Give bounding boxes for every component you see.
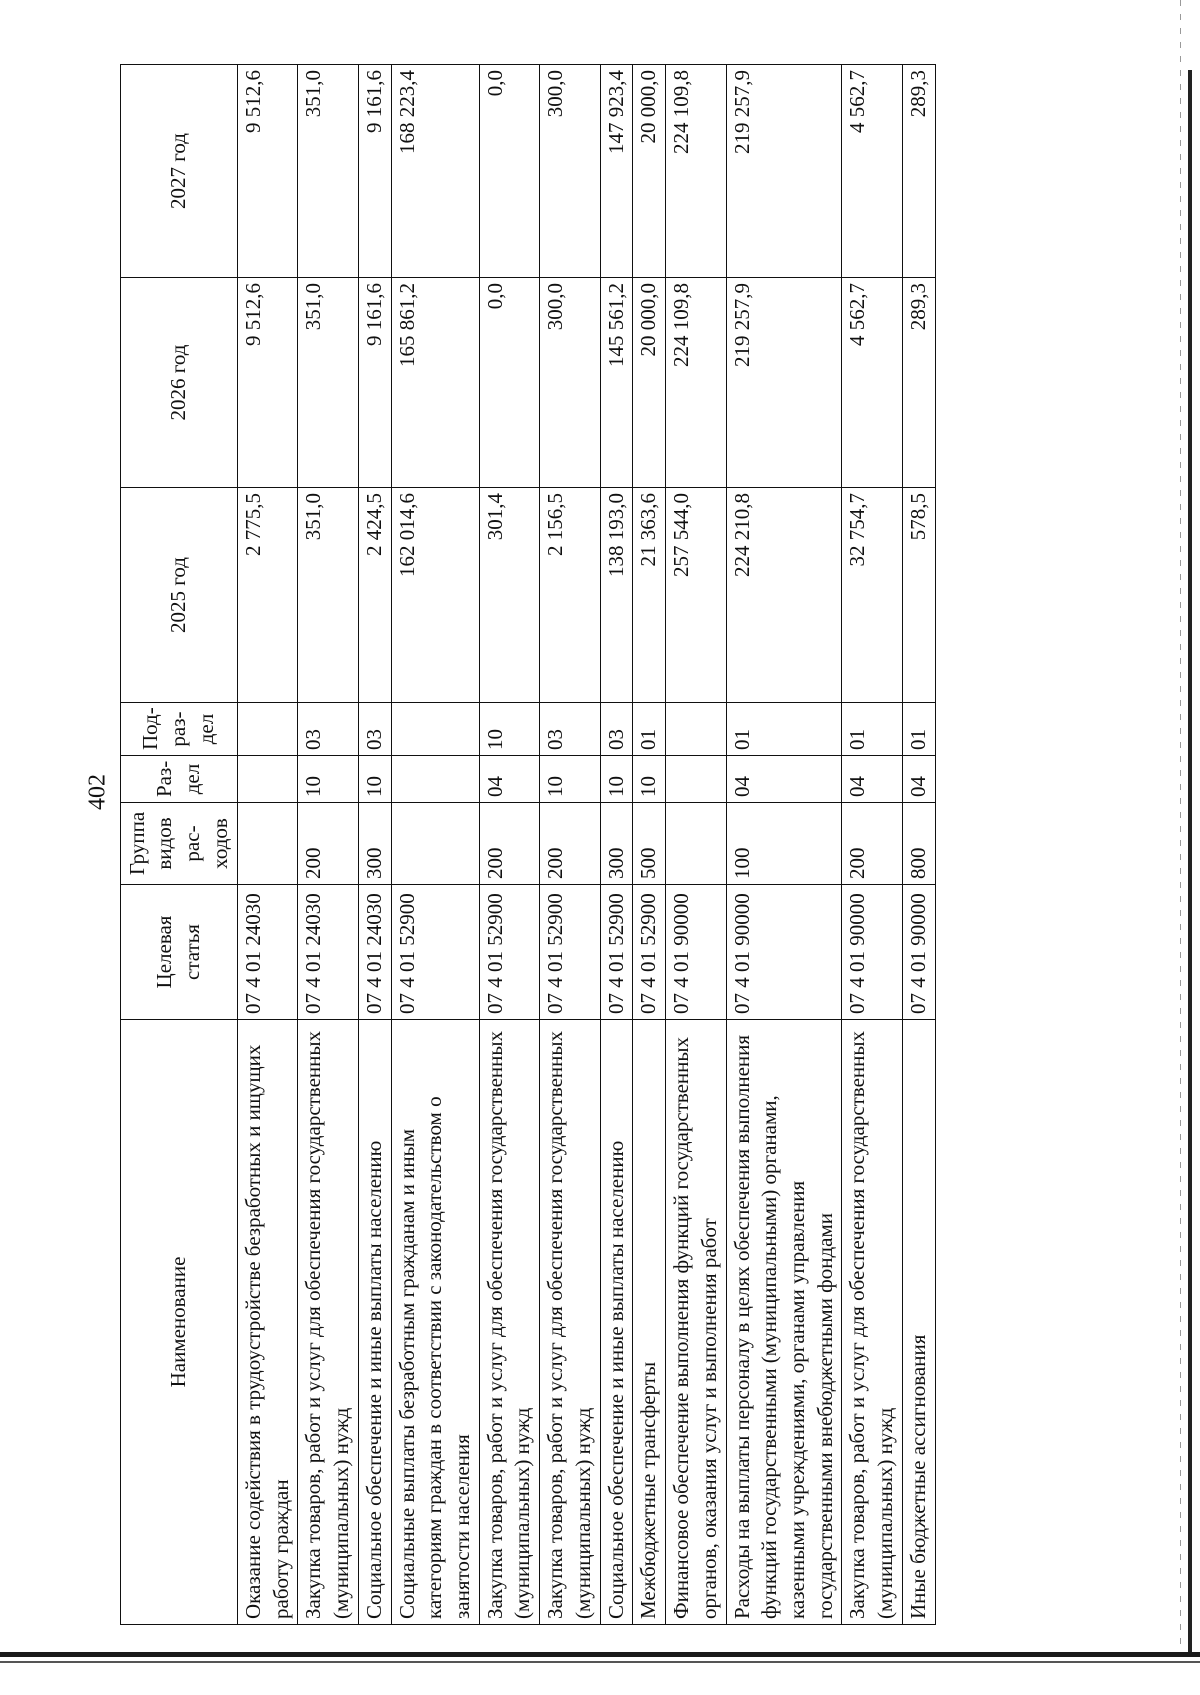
cell-2027: 168 223,4 <box>391 65 479 278</box>
cell-group: 500 <box>633 803 666 885</box>
header-name: Наименование <box>121 1020 238 1625</box>
cell-section: 04 <box>726 756 842 803</box>
scan-edge-dashes <box>1180 0 1181 1650</box>
cell-2026: 145 561,2 <box>600 278 633 488</box>
table-row <box>842 65 902 1625</box>
cell-subsection: 03 <box>540 703 600 756</box>
cell-subsection: 01 <box>902 703 935 756</box>
scan-edge-rule <box>1188 70 1192 1655</box>
cell-2025: 138 193,0 <box>600 488 633 703</box>
cell-subsection: 01 <box>842 703 902 756</box>
cell-name: Иные бюджетные ассигнования <box>902 1020 935 1625</box>
cell-target: 07 4 01 90000 <box>726 885 842 1020</box>
cell-target: 07 4 01 90000 <box>902 885 935 1020</box>
cell-group: 100 <box>726 803 842 885</box>
cell-2026: 4 562,7 <box>842 278 902 488</box>
cell-2025: 2 775,5 <box>238 488 298 703</box>
table-row <box>358 65 391 1625</box>
cell-subsection: 03 <box>600 703 633 756</box>
cell-name: Социальное обеспечение и иные выплаты населению <box>358 1020 391 1625</box>
cell-2026: 300,0 <box>540 278 600 488</box>
cell-2025: 351,0 <box>298 488 358 703</box>
cell-target: 07 4 01 24030 <box>298 885 358 1020</box>
table-row <box>540 65 600 1625</box>
table-row <box>902 65 935 1625</box>
cell-2026: 165 861,2 <box>391 278 479 488</box>
table-row <box>298 65 358 1625</box>
cell-subsection: 01 <box>633 703 666 756</box>
cell-name: Расходы на выплаты персоналу в целях обеспечения выполнения функций государственными (муниципальными) органами, казенными учреждениями, органами управления государственными внебюджетными фондами <box>726 1020 842 1625</box>
cell-target: 07 4 01 52900 <box>600 885 633 1020</box>
cell-section <box>391 756 479 803</box>
cell-name: Закупка товаров, работ и услуг для обеспечения государственных (муниципальных) нужд <box>540 1020 600 1625</box>
header-group: Группа видов рас-ходов <box>121 803 238 885</box>
cell-section: 10 <box>358 756 391 803</box>
table-row <box>479 65 539 1625</box>
table-row <box>666 65 726 1625</box>
cell-subsection: 03 <box>358 703 391 756</box>
cell-section: 10 <box>600 756 633 803</box>
cell-2027: 300,0 <box>540 65 600 278</box>
cell-group: 800 <box>902 803 935 885</box>
header-2025: 2025 год <box>121 488 238 703</box>
cell-section: 10 <box>298 756 358 803</box>
cell-2025: 301,4 <box>479 488 539 703</box>
cell-section: 10 <box>540 756 600 803</box>
cell-2027: 4 562,7 <box>842 65 902 278</box>
cell-2025: 578,5 <box>902 488 935 703</box>
cell-group: 200 <box>298 803 358 885</box>
cell-section: 04 <box>842 756 902 803</box>
table-row <box>633 65 666 1625</box>
cell-subsection: 03 <box>298 703 358 756</box>
cell-target: 07 4 01 24030 <box>238 885 298 1020</box>
cell-name: Социальное обеспечение и иные выплаты населению <box>600 1020 633 1625</box>
cell-2025: 2 156,5 <box>540 488 600 703</box>
cell-2027: 147 923,4 <box>600 65 633 278</box>
cell-group: 300 <box>358 803 391 885</box>
table-row <box>600 65 633 1625</box>
cell-subsection <box>238 703 298 756</box>
cell-2027: 289,3 <box>902 65 935 278</box>
cell-subsection <box>666 703 726 756</box>
cell-2025: 162 014,6 <box>391 488 479 703</box>
cell-2025: 224 210,8 <box>726 488 842 703</box>
cell-group <box>391 803 479 885</box>
budget-table-container <box>120 65 1038 1625</box>
page-number: 402 <box>84 774 111 810</box>
cell-name: Оказание содействия в трудоустройстве безработных и ищущих работу граждан <box>238 1020 298 1625</box>
cell-2026: 9 161,6 <box>358 278 391 488</box>
cell-target: 07 4 01 52900 <box>479 885 539 1020</box>
table-row <box>391 65 479 1625</box>
cell-section: 10 <box>633 756 666 803</box>
cell-group: 300 <box>600 803 633 885</box>
header-subsection: Под-раз-дел <box>121 703 238 756</box>
cell-name: Финансовое обеспечение выполнения функций государственных органов, оказания услуг и выполнения работ <box>666 1020 726 1625</box>
header-2027: 2027 год <box>121 65 238 278</box>
cell-name: Закупка товаров, работ и услуг для обеспечения государственных (муниципальных) нужд <box>842 1020 902 1625</box>
cell-2027: 0,0 <box>479 65 539 278</box>
cell-section <box>666 756 726 803</box>
budget-table <box>120 64 936 1625</box>
table-row <box>238 65 298 1625</box>
cell-target: 07 4 01 90000 <box>666 885 726 1020</box>
cell-target: 07 4 01 52900 <box>391 885 479 1020</box>
cell-2025: 257 544,0 <box>666 488 726 703</box>
cell-2026: 20 000,0 <box>633 278 666 488</box>
cell-2027: 224 109,8 <box>666 65 726 278</box>
table-body <box>238 65 936 1625</box>
cell-2025: 2 424,5 <box>358 488 391 703</box>
cell-target: 07 4 01 90000 <box>842 885 902 1020</box>
table-header-row <box>121 65 238 1625</box>
cell-2026: 224 109,8 <box>666 278 726 488</box>
scan-bottom-rule <box>0 1652 1200 1657</box>
cell-2027: 9 512,6 <box>238 65 298 278</box>
cell-name: Социальные выплаты безработным гражданам и иным категориям граждан в соответствии с законодательством о занятости населения <box>391 1020 479 1625</box>
cell-2026: 289,3 <box>902 278 935 488</box>
cell-subsection: 10 <box>479 703 539 756</box>
header-target: Целевая статья <box>121 885 238 1020</box>
cell-group: 200 <box>479 803 539 885</box>
cell-subsection: 01 <box>726 703 842 756</box>
cell-name: Закупка товаров, работ и услуг для обеспечения государственных (муниципальных) нужд <box>479 1020 539 1625</box>
cell-2027: 9 161,6 <box>358 65 391 278</box>
cell-2026: 9 512,6 <box>238 278 298 488</box>
cell-2026: 0,0 <box>479 278 539 488</box>
cell-group <box>238 803 298 885</box>
cell-2026: 351,0 <box>298 278 358 488</box>
cell-section: 04 <box>902 756 935 803</box>
header-section: Раз-дел <box>121 756 238 803</box>
header-2026: 2026 год <box>121 278 238 488</box>
cell-2025: 32 754,7 <box>842 488 902 703</box>
cell-target: 07 4 01 52900 <box>540 885 600 1020</box>
cell-target: 07 4 01 52900 <box>633 885 666 1020</box>
cell-name: Закупка товаров, работ и услуг для обеспечения государственных (муниципальных) нужд <box>298 1020 358 1625</box>
cell-2027: 20 000,0 <box>633 65 666 278</box>
cell-2026: 219 257,9 <box>726 278 842 488</box>
cell-section: 04 <box>479 756 539 803</box>
cell-2027: 351,0 <box>298 65 358 278</box>
cell-2027: 219 257,9 <box>726 65 842 278</box>
cell-section <box>238 756 298 803</box>
cell-name: Межбюджетные трансферты <box>633 1020 666 1625</box>
cell-subsection <box>391 703 479 756</box>
table-row <box>726 65 842 1625</box>
cell-group <box>666 803 726 885</box>
cell-2025: 21 363,6 <box>633 488 666 703</box>
cell-target: 07 4 01 24030 <box>358 885 391 1020</box>
cell-group: 200 <box>842 803 902 885</box>
cell-group: 200 <box>540 803 600 885</box>
scan-bottom-rule-secondary <box>0 1661 1200 1663</box>
